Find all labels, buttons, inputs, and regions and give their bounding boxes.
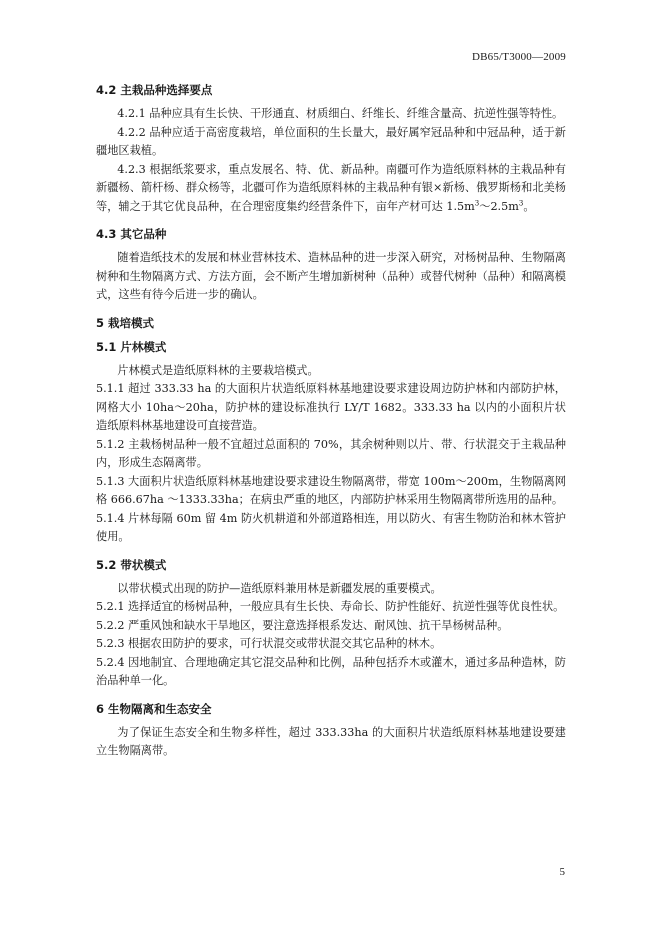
- heading-4-3: 4.3 其它品种: [96, 227, 167, 241]
- clause-5-1-3: 5.1.3 大面积片状造纸原料林基地建设要求建设生物隔离带，带宽 100m～200m，生物隔离网格 666.67ha ～1333.33ha；在病虫严重的地区，内部防护林采用生物隔离带所选用的品种。: [96, 474, 566, 506]
- clause-5-2-4: 5.2.4 因地制宜、合理地确定其它混交品种和比例，品种包括乔木或灌木，通过多品种造林，防治品种单一化。: [96, 655, 566, 687]
- document-body: [96, 81, 566, 761]
- clause-5-2-3: 5.2.3 根据农田防护的要求，可行状混交或带状混交其它品种的林木。: [96, 637, 442, 650]
- unit-superscript: 3: [474, 198, 480, 207]
- clause-5-1-4: 5.1.4 片林每隔 60m 留 4m 防火机耕道和外部道路相连，用以防火、有害生物防治和林木管护使用。: [96, 511, 566, 543]
- clause-5-1-1: 5.1.1 超过 333.33 ha 的大面积片状造纸原料林基地建设要求建设周边防护林和内部防护林，网格大小 10ha～20ha，防护林的建设标准执行 LY/T 1682。333.33 ha 以内的小面积片状造纸原料林基地建设可直接营造。: [96, 382, 566, 432]
- heading-6: 6 生物隔离和生态安全: [96, 701, 212, 716]
- clause-4-2-3-end: 。: [523, 199, 535, 213]
- para-5-1-intro: 片林模式是造纸原料林的主要栽培模式。: [117, 363, 319, 377]
- page-number: 5: [559, 866, 565, 878]
- clause-4-2-3-text: 4.2.3 根据纸浆要求，重点发展名、特、优、新品种。南疆可作为造纸原料林的主栽品种有新疆杨、箭杆杨、群众杨等，北疆可作为造纸原料林的主栽品种有银×新杨、俄罗斯杨和北美杨等，辅之于其它优良品种，在合理密度集约经营条件下，亩年产材可达 1.5m: [96, 162, 566, 213]
- clause-4-2-1: 4.2.1 品种应具有生长快、干形通直、材质细白、纤维长、纤维含量高、抗逆性强等特性。: [117, 107, 564, 120]
- heading-5: 5 栽培模式: [96, 315, 155, 330]
- clause-5-2-1: 5.2.1 选择适宜的杨树品种，一般应具有生长快、寿命长、防护性能好、抗逆性强等优良性状。: [96, 600, 565, 613]
- document-code: DB65/T3000—2009: [471, 51, 566, 63]
- heading-5-1: 5.1 片林模式: [96, 339, 167, 354]
- para-6: 为了保证生态安全和生物多样性，超过 333.33ha 的大面积片状造纸原料林基地建设要建立生物隔离带。: [96, 725, 566, 757]
- clause-4-2-3-range: ～2.5m: [479, 199, 519, 213]
- para-5-2-intro: 以带状模式出现的防护—造纸原料兼用林是新疆发展的重要模式。: [117, 581, 442, 595]
- unit-superscript: 3: [518, 198, 524, 207]
- clause-5-2-2: 5.2.2 严重风蚀和缺水干旱地区，要注意选择根系发达、耐风蚀、抗干旱杨树品种。: [96, 618, 509, 632]
- clause-4-2-3: [96, 161, 566, 217]
- para-4-3: 随着造纸技术的发展和林业营林技术、造林品种的进一步深入研究，对杨树品种、生物隔离树种和生物隔离方式、方法方面，会不断产生增加新树种（品种）或替代树种（品种）和隔离模式，这些有待今后进一步的确认。: [96, 251, 566, 301]
- heading-5-2: 5.2 带状模式: [96, 557, 167, 572]
- clause-4-2-2: 4.2.2 品种应适于高密度栽培，单位面积的生长量大，最好属窄冠品种和中冠品种，适于新疆地区栽植。: [96, 125, 566, 157]
- clause-5-1-2: 5.1.2 主栽杨树品种一般不宜超过总面积的 70%，其余树种则以片、带、行状混交于主栽品种内，形成生态隔离带。: [96, 437, 566, 469]
- heading-4-2: 4.2 主栽品种选择要点: [96, 83, 213, 97]
